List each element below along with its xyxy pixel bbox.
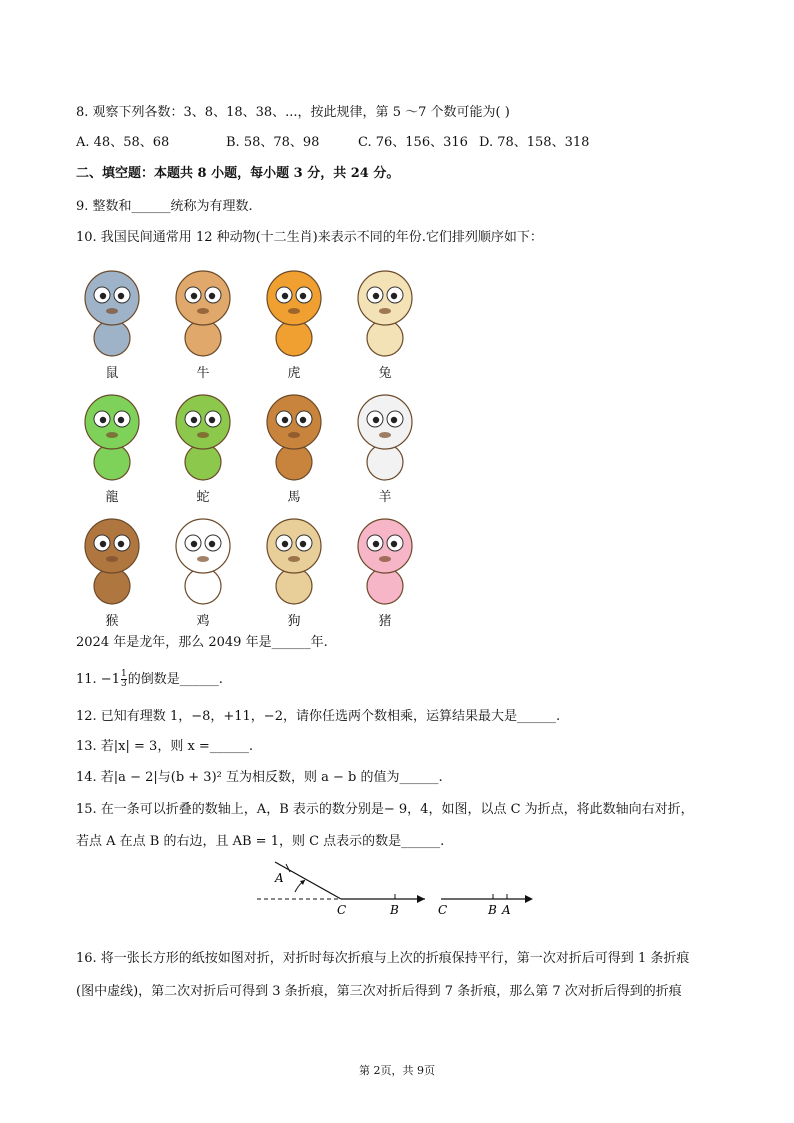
q9-text: 9. 整数和______统称为有理数. [76, 199, 253, 214]
q11-suffix: 的倒数是______. [127, 672, 223, 687]
q11-num: 1 [120, 669, 127, 679]
zodiac-animal-8 [349, 386, 421, 486]
q11-fraction [121, 670, 127, 689]
zodiac-label-4: 兔 [378, 366, 392, 381]
zodiac-animal-5 [76, 386, 148, 486]
zodiac-label-2: 牛 [196, 366, 210, 381]
zodiac-animal-3 [258, 262, 330, 362]
zodiac-animal-10 [167, 510, 239, 610]
zodiac-label-9: 猴 [105, 614, 119, 629]
fig-label-a2: A [502, 903, 511, 917]
q11-text [76, 670, 223, 689]
q8-option-d: D. 78、158、318 [479, 135, 590, 150]
q10-tail: 2024 年是龙年，那么 2049 年是______年. [76, 635, 328, 650]
q8-option-a: A. 48、58、68 [76, 135, 170, 150]
zodiac-label-3: 虎 [287, 366, 301, 381]
number-line-figure [255, 856, 545, 918]
zodiac-animal-12 [349, 510, 421, 610]
zodiac-label-11: 狗 [287, 614, 301, 629]
q16-line1: 16. 将一张长方形的纸按如图对折，对折时每次折痕与上次的折痕保持平行，第一次对折后可得到 1 条折痕 [76, 951, 690, 966]
q15-line1: 15. 在一条可以折叠的数轴上，A，B 表示的数分别是− 9，4，如图，以点 C 为折点，将此数轴向右对折， [76, 802, 694, 817]
zodiac-animal-6 [167, 386, 239, 486]
fig-label-b1: B [390, 903, 399, 917]
zodiac-animal-11 [258, 510, 330, 610]
q13-text: 13. 若|x| = 3，则 x =______. [76, 739, 253, 754]
q8-option-b: B. 58、78、98 [226, 135, 320, 150]
zodiac-label-8: 羊 [378, 490, 392, 505]
fig-label-a-top: A [275, 871, 284, 885]
fig-label-c1: C [337, 903, 347, 917]
q8-stem: 8. 观察下列各数：3、8、18、38、...，按此规律，第 5 ～7 个数可能为( ) [76, 105, 510, 120]
zodiac-label-12: 猪 [378, 614, 392, 629]
q8-option-c: C. 76、156、316 [358, 135, 468, 150]
q11-whole: 1 [111, 672, 120, 687]
q14-text: 14. 若|a − 2|与(b + 3)² 互为相反数，则 a − b 的值为______. [76, 770, 443, 785]
zodiac-label-7: 馬 [287, 490, 301, 505]
q16-line2: (图中虚线)，第二次对折后可得到 3 条折痕，第三次对折后得到 7 条折痕，那么第 7 次对折后得到的折痕 [76, 984, 682, 999]
q12-text: 12. 已知有理数 1，−8，+11，−2，请你任选两个数相乘，运算结果最大是______. [76, 709, 561, 724]
zodiac-animal-4 [349, 262, 421, 362]
section-heading: 二、填空题：本题共 8 小题，每小题 3 分，共 24 分。 [76, 166, 400, 181]
zodiac-label-1: 鼠 [105, 366, 119, 381]
fig-label-b2: B [488, 903, 497, 917]
zodiac-figure [76, 262, 456, 629]
q10-stem: 10. 我国民间通常用 12 种动物(十二生肖)来表示不同的年份.它们排列顺序如下： [76, 230, 543, 245]
zodiac-animal-2 [167, 262, 239, 362]
q11-den: 3 [120, 679, 127, 689]
zodiac-label-6: 蛇 [196, 490, 210, 505]
zodiac-animal-9 [76, 510, 148, 610]
q11-prefix: 11. − [76, 672, 112, 687]
zodiac-label-10: 鸡 [196, 614, 210, 629]
zodiac-label-5: 龍 [105, 490, 119, 505]
page-footer: 第 2页，共 9页 [359, 1064, 435, 1077]
fig-label-c2: C [438, 903, 448, 917]
zodiac-animal-7 [258, 386, 330, 486]
q15-line2: 若点 A 在点 B 的右边，且 AB = 1，则 C 点表示的数是______. [76, 834, 445, 849]
zodiac-animal-1 [76, 262, 148, 362]
